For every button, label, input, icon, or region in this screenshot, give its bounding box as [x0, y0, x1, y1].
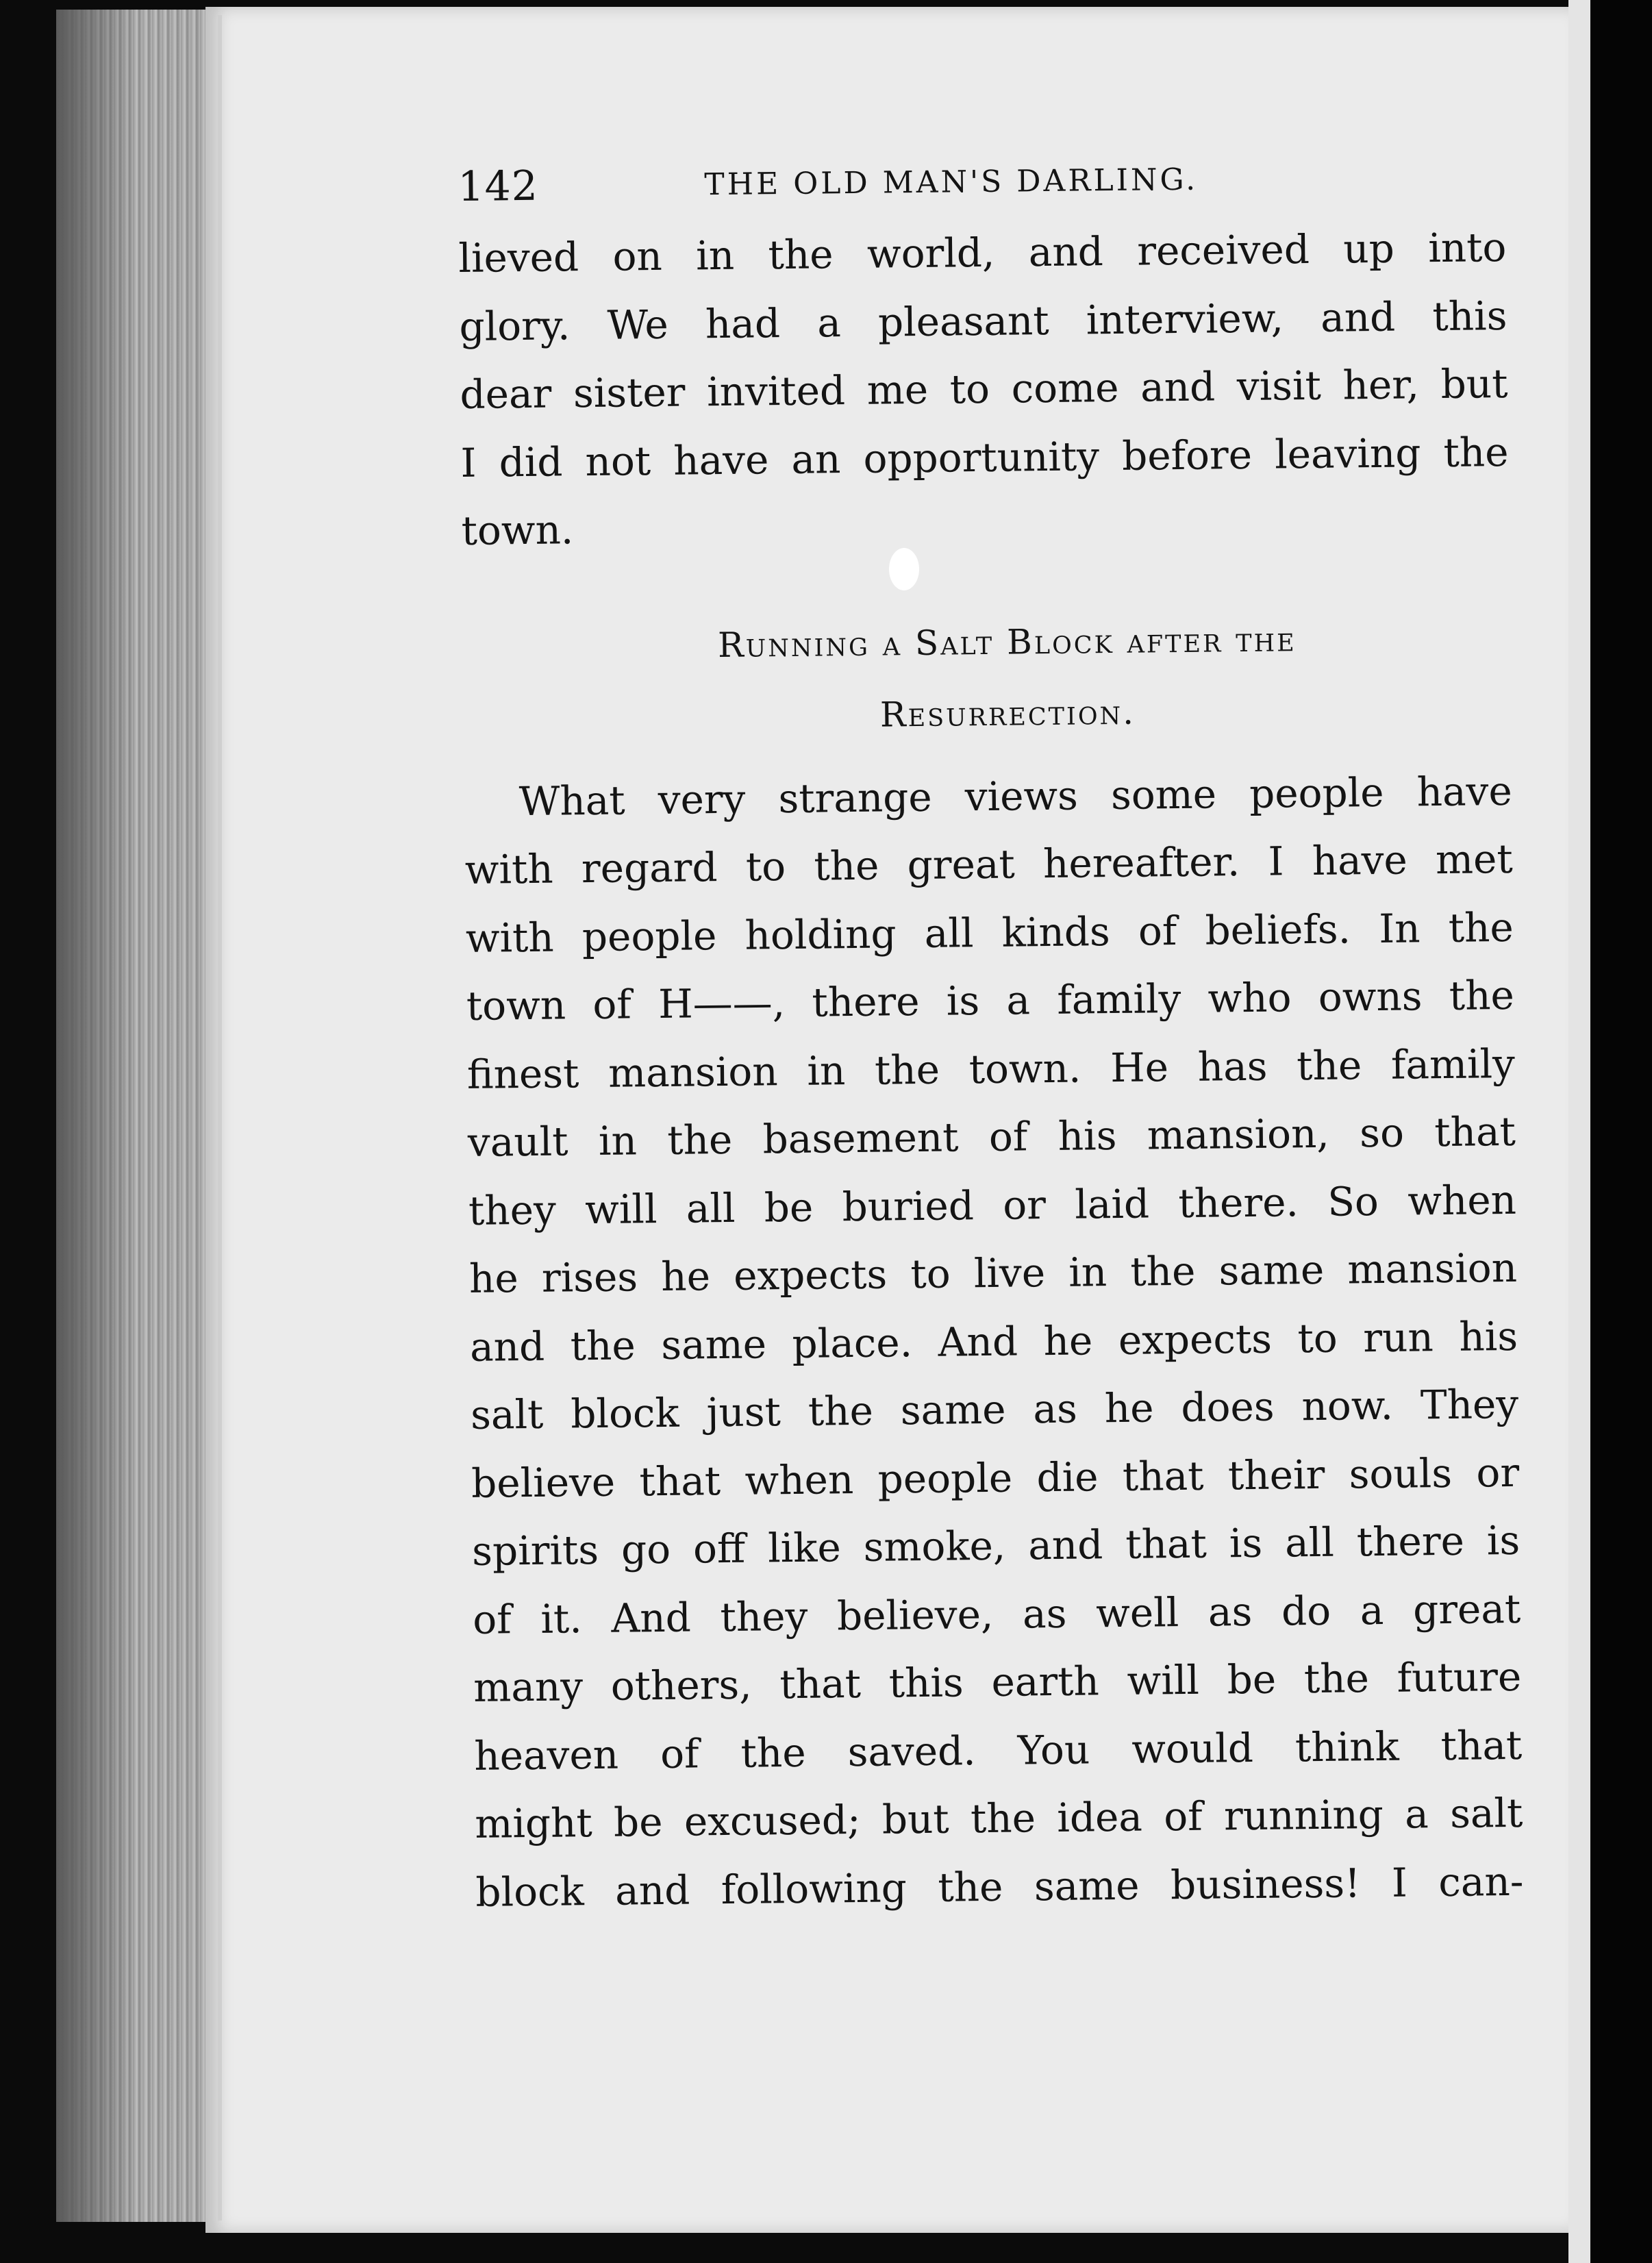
- text-line: and the same place. And he expects to run his: [469, 1312, 1518, 1371]
- text-line: lieved on in the world, and received up into: [458, 223, 1507, 282]
- text-line: might be excused; but the idea of running a salt: [475, 1789, 1523, 1847]
- text-line: town of H——, there is a family who owns the: [466, 971, 1515, 1029]
- text-line: dear sister invited me to come and visit her, but: [460, 360, 1508, 418]
- paragraph-main: [464, 757, 1524, 1926]
- page-inner-edge: [218, 15, 222, 2221]
- section-heading-line-1: Running a Salt Block after the: [717, 618, 1297, 665]
- text-line: spirits go off like smoke, and that is all there is: [471, 1516, 1520, 1575]
- page-text: [458, 152, 1524, 1927]
- text-line: What very strange views some people have: [518, 767, 1513, 825]
- text-line: block and following the same business! I can-: [475, 1858, 1524, 1916]
- text-line: they will all be buried or laid there. So when: [468, 1176, 1517, 1234]
- section-heading-line-2: Resurrection.: [879, 692, 1136, 735]
- page-number: 142: [458, 162, 539, 211]
- running-head: [458, 152, 1506, 225]
- page-edge-shadow: [56, 10, 138, 2222]
- text-line: vault in the basement of his mansion, so that: [467, 1108, 1516, 1166]
- text-line: he rises he expects to live in the same mansion: [468, 1244, 1518, 1302]
- text-line: believe that when people die that their souls or: [471, 1449, 1520, 1507]
- section-heading: [462, 601, 1512, 754]
- text-line: with people holding all kinds of beliefs. In the: [465, 903, 1514, 962]
- text-line: town.: [461, 506, 574, 554]
- text-line: I did not have an opportunity before leaving the: [460, 428, 1509, 486]
- text-line: glory. We had a pleasant interview, and this: [459, 292, 1507, 350]
- text-line: of it. And they believe, as well as do a great: [472, 1585, 1521, 1643]
- next-page-edge: [1568, 0, 1590, 2263]
- scan-border: [1590, 0, 1652, 2263]
- text-line: with regard to the great hereafter. I have met: [464, 835, 1514, 893]
- text-line: salt block just the same as he does now. They: [470, 1380, 1519, 1438]
- text-line: finest mansion in the town. He has the family: [466, 1040, 1516, 1098]
- paragraph-continuation: [458, 214, 1510, 565]
- text-line: many others, that this earth will be the future: [473, 1653, 1522, 1711]
- running-title: THE OLD MAN'S DARLING.: [704, 162, 1199, 203]
- text-line: heaven of the saved. You would think that: [473, 1721, 1523, 1779]
